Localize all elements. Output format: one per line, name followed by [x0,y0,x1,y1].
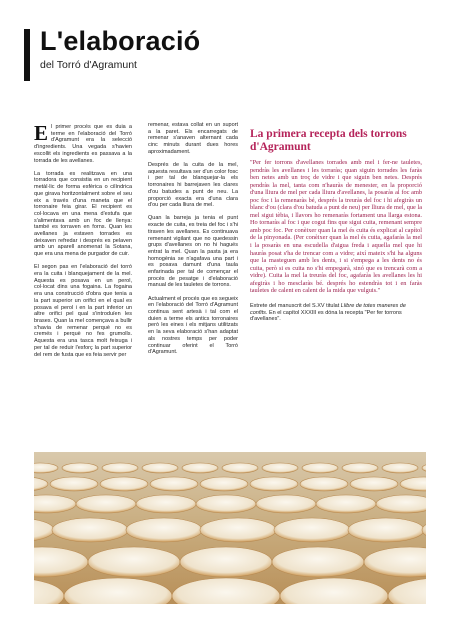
wafer-sheet [150,477,198,491]
article-column-2 [148,122,238,363]
wafer-sheet [100,477,148,491]
article-paragraph: El segon pas en l'elaboració del torró era la cuita i blanquejament de la mel. Aquesta es posava en un perol, col·locat dins una fogaina. La fogaina era una construcció d'obra que tenia a la part superior un orifici en el qual es posava el perol i en la part inferior un altre orifici pel qual s'introduïen les brases. Quan la mel començava a bullir s'havia de remenar perquè no es cremés i perquè no fes grumolls. Aquesta era una tasca molt feixuga i per tal de reduir l'esforç la part superior del rem de fusta que es feia servir per [34,264,132,358]
wafer-sheet [180,547,272,577]
wafer-sheet [200,518,276,542]
wafer-sheet [262,463,298,473]
article-paragraph: Després de la cuita de la mel, aquesta resultava ser d'un color fosc i per tal de blanquejar-la els torronaires hi barrejaven les clares d'ou batudes a punt de neu. La proporció exacta era d'una clara d'ou per cada lliura de mel. [148,162,238,209]
page-title: L'elaboració [40,26,201,56]
wafer-sheet [342,463,378,473]
recipe-quote: "Per fer torrons d'avellanes torrades amb mel i fer-ne tauletes, pendràs les avellanes i les torraràs; quan siguin torrades les faràs ben netes amb un troç de vidre i que siguin ben netes. Després pendràs la mel, tanta com n'hauràs de menester, en la proporció d'una lliura de mel per cada lliura d'avellanes, la posaràs al foc amb poc foc i la remenaràs bé, després la treuràs del foc i hi afegiràs un blanc d'ou (clara d'ou batuda a punt de neu) per lliura de mel, que la mel sigui tèbia, i llavors ho remenaràs fortament una llarga estona. Ho tornaràs al foc i que cogui fins que sigui cuita, remenant sempre amb poc foc. Per conèixer quan la mel és cuita és explicat al capítol de la pinyonada. (Per conèixer quan la mel és cuita, agafaràs la mel i la posaràs en una escudella d'aigua freda i aquella mel que hi hauràs posat s'ha de trencar com a vidre; així mateix s'hi ha alguns que la masteguen amb les dents, i si s'empega a les dents no és cuita, però si es cuita no s'hi empegarà, sinó que es trencarà com a vidre). Cuita la mel la treuràs del foc, agafaràs les avellanes les hi afegiràs i ho mesclaràs bé. després ho estendràs tot i en faràs tauletes de calent en calent de la mida que vulguis." [250,159,422,295]
wafer-sheet [88,547,180,577]
wafer-sheet [250,477,298,491]
wafer-sheet [302,463,338,473]
recipe-source-note [250,303,422,323]
wafer-sheet [102,463,138,473]
wafer-sheet [76,495,136,513]
wafer-sheet [62,463,98,473]
wafer-photo-image [34,452,426,604]
wafer-sheet [256,495,316,513]
wafer-sheet [316,495,376,513]
note-text: Extrete del manuscrit del S.XV titulat [250,302,341,309]
page-subtitle: del Torró d'Agramunt [40,59,137,71]
wafer-sheet [136,495,196,513]
drop-cap: E [34,121,49,145]
wafer-sheet [142,463,178,473]
note-text: . En el capítol XXXIII es dóna la recepta "Per fer torrons d'avellanes". [250,309,402,323]
wafer-sheet [182,463,218,473]
wafer-sheet [222,463,258,473]
wafer-sheet [126,518,202,542]
wafer-sheet [274,518,350,542]
title-accent-bar [24,29,30,81]
book-title: Llibre de totes maneres de confits [250,302,406,316]
wafer-sheet [382,463,418,473]
article-paragraph: Actualment el procés que es segueix en l'elaboració del Torró d'Agramunt continua sent artesà i tal com el duien a terme els antics torronaires però les eines i els mitjans utilitzats en la seva elaboració s'han adaptat als nostres temps per poder continuar oferint el Torró d'Agramunt. [148,295,238,356]
wafer-sheet [52,518,128,542]
recipe-title: La primera recepta dels torrons d'Agramunt [250,128,407,153]
article-paragraph [34,121,132,164]
wafer-sheet [200,477,248,491]
wafer-sheet [196,495,256,513]
wafer-photo [34,452,426,604]
recipe-sidebar [250,128,422,323]
wafer-sheet [272,547,364,577]
wafer-sheet [50,477,98,491]
article-paragraph: remenar, estava collat en un suport a la paret. Els encarregats de remenar s'anaven alternant cada cinc minuts durant dues hores aproximadament. [148,122,238,155]
article-paragraph: Quan la barreja ja tenia el punt exacte de cuita, es treia del foc i s'hi tiraven les avellanes. Es continuava remenant vigilant que no quedessin grups d'avellanes on no hi hagués entrat la mel. Quan la pasta ja era homogènia se n'agafava una part i es posava damunt d'una taula enfarinada per tal de començar el procés de pesatge i d'elaboració manual de les tauletes de torrons. [148,215,238,289]
wafer-sheet [348,518,424,542]
article-paragraph: La torrada es realitzava en una torradora que consistia en un recipient metàl·lic de forma esfèrica o cilíndrica que girava horitzontalment sobre el seu eix a través d'una maneta que el torronaire feia girar. El recipient es col·locava en una mena d'estufa que s'alimentava amb un foc de llenya: també es torraven en forns. Quan les avellanes ja estaven torrades es deixaven refredar i després es pelaven amb un aparell anomenat la Sotana, que era una mena de purgador de cuir. [34,170,132,258]
wafer-sheet [350,477,398,491]
paragraph-text: l primer procés que es duia a terme en l'elaboració del Torró d'Agramunt era la selecció d'ingredients. Una vegada s'havien escollit els ingredients es passava a la torrada de les avellanes. [34,124,132,164]
article-column-1 [34,121,132,365]
wafer-sheet [300,477,348,491]
